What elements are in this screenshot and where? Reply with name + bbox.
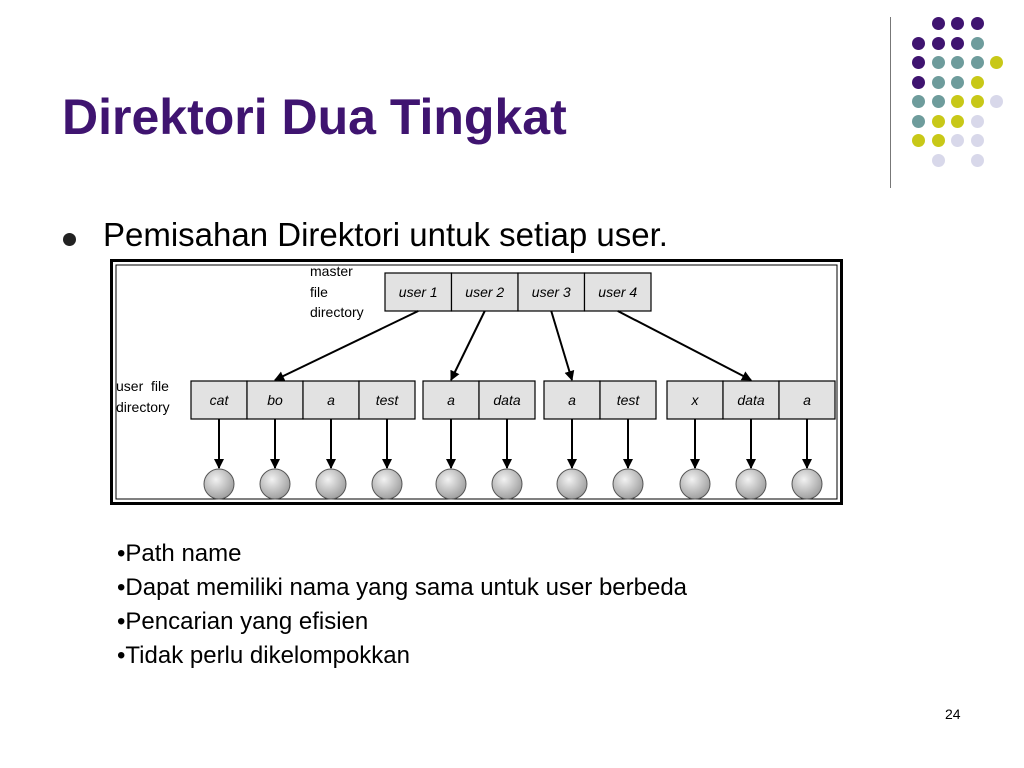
decorative-dot [932, 134, 945, 147]
decorative-dot [971, 115, 984, 128]
user-file-directories [191, 381, 835, 419]
user-file-directory [544, 381, 656, 419]
decorative-dot [971, 95, 984, 108]
file-node [204, 469, 234, 499]
user-file-directory [191, 381, 415, 419]
decorative-dot [951, 56, 964, 69]
master-entry-label: user 3 [531, 284, 571, 300]
note-item: •Path name [117, 540, 242, 567]
file-node [613, 469, 643, 499]
file-node [436, 469, 466, 499]
ufd-entry-label: x [691, 392, 699, 408]
ufd-entry-label: test [616, 392, 640, 408]
slide-title: Direktori Dua Tingkat [62, 89, 567, 145]
decorative-dot [951, 95, 964, 108]
note-item: •Dapat memiliki nama yang sama untuk user berbeda [117, 574, 688, 601]
ufd-label-line: directory [116, 399, 170, 415]
decorative-dot [951, 115, 964, 128]
file-node [557, 469, 587, 499]
ufd-entry-label: data [737, 392, 765, 408]
file-node [792, 469, 822, 499]
decorative-dot [932, 95, 945, 108]
decorative-dot [932, 56, 945, 69]
file-node [680, 469, 710, 499]
file-node [316, 469, 346, 499]
decorative-dot [951, 76, 964, 89]
decorative-dot [971, 134, 984, 147]
decorative-dot [932, 17, 945, 30]
decorative-dot [951, 134, 964, 147]
note-item: •Pencarian yang efisien [117, 608, 369, 635]
ufd-entry-label: data [493, 392, 521, 408]
two-level-directory-diagram [110, 259, 843, 505]
decorative-dot [971, 17, 984, 30]
decorative-dot [912, 56, 925, 69]
ufd-entry-label: a [568, 392, 576, 408]
page-number: 24 [945, 706, 961, 722]
master-entry-label: user 1 [398, 284, 438, 300]
decorative-dot [951, 17, 964, 30]
decorative-dot [912, 115, 925, 128]
ufd-entry-label: bo [267, 392, 283, 408]
master-label-line: master [310, 263, 353, 279]
ufd-entry-label: test [375, 392, 399, 408]
decorative-dot [971, 37, 984, 50]
decorative-dot [932, 115, 945, 128]
decorative-dot [971, 154, 984, 167]
decorative-dot [912, 76, 925, 89]
file-node [492, 469, 522, 499]
ufd-entry-label: a [327, 392, 335, 408]
decorative-dot [912, 37, 925, 50]
master-label-line: directory [310, 304, 364, 320]
file-node [372, 469, 402, 499]
file-node [260, 469, 290, 499]
user-file-directory [667, 381, 835, 419]
decorative-dot [932, 37, 945, 50]
ufd-entry-label: a [447, 392, 455, 408]
master-file-directory [385, 273, 651, 311]
decorative-dot [971, 76, 984, 89]
decorative-dot [912, 95, 925, 108]
ufd-entry-label: cat [209, 392, 229, 408]
file-node [736, 469, 766, 499]
decorative-divider [890, 17, 891, 188]
ufd-entry-label: a [803, 392, 811, 408]
decorative-dot [932, 154, 945, 167]
bullet-icon [63, 233, 76, 246]
ufd-label-line: user file [116, 378, 169, 394]
decorative-dot [971, 56, 984, 69]
decorative-dot [912, 134, 925, 147]
decorative-dot [951, 37, 964, 50]
master-entry-label: user 4 [598, 284, 638, 300]
decorative-dot [990, 56, 1003, 69]
master-label-line: file [310, 284, 328, 300]
notes-list [117, 537, 687, 673]
user-file-directory [423, 381, 535, 419]
decorative-dot [932, 76, 945, 89]
bullet-text: Pemisahan Direktori untuk setiap user. [103, 216, 668, 253]
note-item: •Tidak perlu dikelompokkan [117, 642, 410, 669]
master-entry-label: user 2 [465, 284, 505, 300]
decorative-dot [990, 95, 1003, 108]
